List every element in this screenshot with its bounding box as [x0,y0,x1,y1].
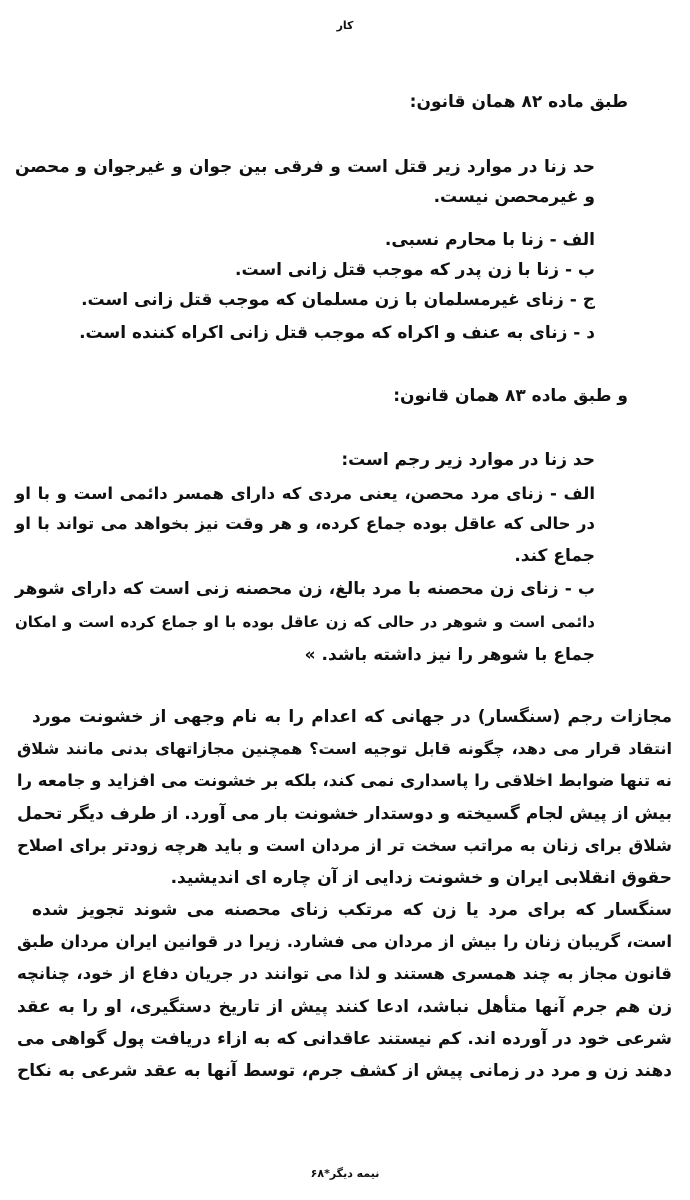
body-line: شلاق برای زنان به مراتب سخت تر از مردان است و باید هرچه زودتر برای اصلاح [17,836,672,855]
article-83-line: جماع با شوهر را نیز داشته باشد. » [304,645,595,665]
article-83-line: الف - زنای مرد محصن، یعنی مردی که دارای همسر دائمی است و با او [15,484,595,503]
body-line: شرعی خود در آورده اند. کم نیستند عاقدانی که به ازاء دریافت پول گواهی می [17,1029,672,1049]
page-footer-number: نیمه دیگر*۶۸ [310,1167,380,1180]
article-83-line: جماع کند. [514,546,595,566]
body-line: قانون مجاز به چند همسری هستند و لذا می توانند در جریان دفاع از خود، چنانچه [17,964,672,983]
page-header-title: کار [336,19,354,32]
article-82-line: و غیرمحصن نیست. [433,187,595,207]
article-83-line: در حالی که عاقل بوده جماع کرده، و هر وقت نیز بخواهد می تواند با او [15,514,595,533]
body-line: دهند زن و مرد در زمانی پیش از کشف جرم، توسط آنها به عقد شرعی به نکاح [17,1061,672,1081]
article-82-clause-d: د - زنای به عنف و اکراه که موجب قتل زانی اکراه کننده است. [79,323,595,343]
body-line: است، گریبان زنان را بیش از مردان می فشارد. زیرا در قوانین ایران مردان طبق [17,932,672,951]
article-82-clause-c: ج - زنای غیرمسلمان با زن مسلمان که موجب قتل زانی است. [81,290,595,310]
body-line: حقوق انقلابی ایران و خشونت زدایی از آن چاره ای اندیشید. [170,868,672,888]
article-83-intro: و طبق ماده ۸۳ همان قانون: [393,386,628,406]
body-line: زن هم جرم آنها متأهل نباشد، ادعا کنند پیش از تاریخ دستگیری، او را به عقد [17,997,672,1017]
article-82-clause-b: ب - زنا با زن پدر که موجب قتل زانی است. [235,260,595,280]
article-82-intro: طبق ماده ۸۲ همان قانون: [409,92,628,112]
article-83-line: حد زنا در موارد زیر رجم است: [341,450,595,470]
body-line: مجازات رجم (سنگسار) در جهانی که اعدام را به نام وجهی از خشونت مورد [32,707,672,727]
article-82-clause-a: الف - زنا با محارم نسبی. [384,230,595,250]
body-line: سنگسار که برای مرد یا زن که مرتکب زنای محصنه می شوند تجویز شده [32,900,672,920]
article-83-line: دائمی است و شوهر در حالی که زن عاقل بوده با او جماع کرده است و امکان [15,613,595,631]
body-line: انتقاد قرار می دهد، چگونه قابل توجیه است؟ همچنین مجازاتهای بدنی مانند شلاق [17,739,672,758]
article-82-line: حد زنا در موارد زیر قتل است و فرقی بین جوان و غیرجوان و محصن [15,157,595,177]
body-line: بیش از پیش لجام گسیخته و دوستدار خشونت بار می آورد. از طرف دیگر تحمل [17,804,672,824]
article-83-line: ب - زنای زن محصنه با مرد بالغ، زن محصنه زنی است که دارای شوهر [15,579,595,599]
body-line: نه تنها ضوابط اخلاقی را پاسداری نمی کند، بلکه بر خشونت می افزاید و جامعه را [16,771,672,790]
